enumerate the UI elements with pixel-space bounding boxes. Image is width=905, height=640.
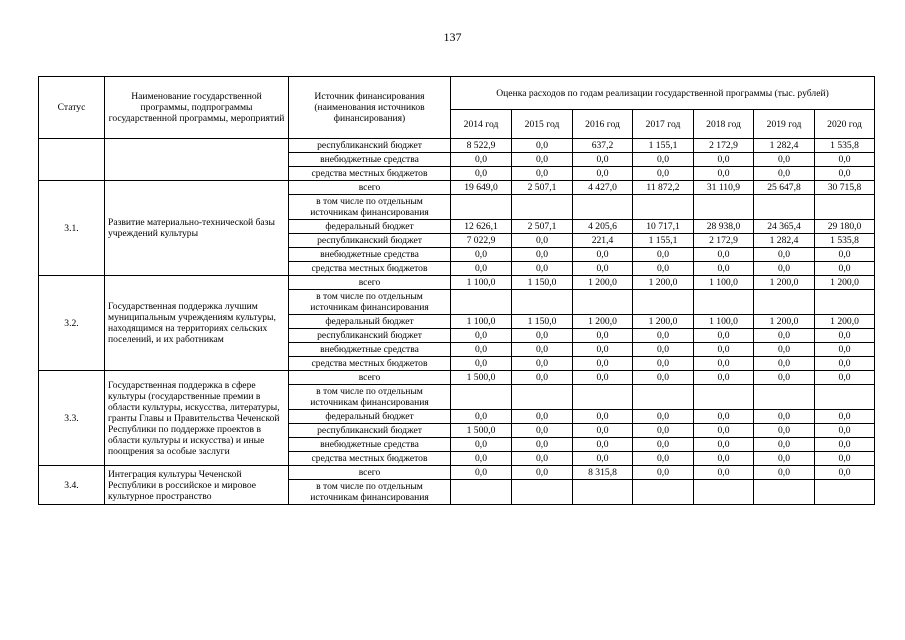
program-name-cell: Интеграция культуры Чеченской Республики в российское и мировое культурное пространство xyxy=(105,466,289,505)
value-cell: 0,0 xyxy=(694,438,754,452)
value-cell: 0,0 xyxy=(754,153,815,167)
value-cell: 0,0 xyxy=(815,357,875,371)
value-cell: 0,0 xyxy=(633,357,694,371)
value-cell: 0,0 xyxy=(451,466,512,480)
value-cell: 0,0 xyxy=(451,248,512,262)
value-cell: 0,0 xyxy=(573,410,633,424)
value-cell: 0,0 xyxy=(633,438,694,452)
value-cell xyxy=(512,290,573,315)
value-cell: 1 200,0 xyxy=(815,315,875,329)
value-cell: 0,0 xyxy=(815,262,875,276)
value-cell: 0,0 xyxy=(512,262,573,276)
value-cell: 0,0 xyxy=(573,343,633,357)
value-cell: 0,0 xyxy=(633,343,694,357)
value-cell xyxy=(451,385,512,410)
value-cell: 0,0 xyxy=(694,343,754,357)
value-cell: 0,0 xyxy=(815,153,875,167)
value-cell: 0,0 xyxy=(694,248,754,262)
value-cell: 0,0 xyxy=(633,466,694,480)
value-cell xyxy=(694,480,754,505)
value-cell: 1 100,0 xyxy=(694,276,754,290)
value-cell: 0,0 xyxy=(633,410,694,424)
funding-source-cell: республиканский бюджет xyxy=(289,329,451,343)
value-cell xyxy=(754,385,815,410)
value-cell: 0,0 xyxy=(815,466,875,480)
value-cell xyxy=(573,195,633,220)
value-cell: 0,0 xyxy=(573,262,633,276)
value-cell: 0,0 xyxy=(512,371,573,385)
table-row xyxy=(39,181,875,195)
value-cell xyxy=(633,195,694,220)
value-cell xyxy=(573,385,633,410)
value-cell: 0,0 xyxy=(815,248,875,262)
value-cell: 0,0 xyxy=(512,329,573,343)
funding-source-cell: внебюджетные средства xyxy=(289,343,451,357)
value-cell: 1 155,1 xyxy=(633,234,694,248)
value-cell: 0,0 xyxy=(633,167,694,181)
header-year: 2020 год xyxy=(815,110,875,139)
value-cell xyxy=(451,290,512,315)
value-cell: 4 427,0 xyxy=(573,181,633,195)
value-cell: 0,0 xyxy=(815,167,875,181)
value-cell: 0,0 xyxy=(633,329,694,343)
value-cell: 0,0 xyxy=(573,371,633,385)
value-cell: 30 715,8 xyxy=(815,181,875,195)
header-status: Статус xyxy=(39,77,105,139)
value-cell: 0,0 xyxy=(815,438,875,452)
funding-source-cell: республиканский бюджет xyxy=(289,234,451,248)
funding-source-cell: средства местных бюджетов xyxy=(289,262,451,276)
value-cell: 0,0 xyxy=(754,167,815,181)
value-cell: 0,0 xyxy=(694,371,754,385)
header-estimate: Оценка расходов по годам реализации государственной программы (тыс. рублей) xyxy=(451,77,875,110)
value-cell: 0,0 xyxy=(512,438,573,452)
header-year: 2018 год xyxy=(694,110,754,139)
value-cell: 0,0 xyxy=(815,452,875,466)
funding-source-cell: в том числе по отдельным источникам финансирования xyxy=(289,480,451,505)
header-year: 2014 год xyxy=(451,110,512,139)
value-cell: 0,0 xyxy=(694,329,754,343)
table-row xyxy=(39,371,875,385)
value-cell: 0,0 xyxy=(754,410,815,424)
value-cell: 1 100,0 xyxy=(451,315,512,329)
value-cell: 0,0 xyxy=(694,153,754,167)
value-cell: 0,0 xyxy=(754,357,815,371)
value-cell: 24 365,4 xyxy=(754,220,815,234)
value-cell: 7 022,9 xyxy=(451,234,512,248)
value-cell: 0,0 xyxy=(512,248,573,262)
header-source: Источник финансирования (наименования источников финансирования) xyxy=(289,77,451,139)
header-name: Наименование государственной программы, подпрограммы государственной программы, мероприятий xyxy=(105,77,289,139)
funding-source-cell: республиканский бюджет xyxy=(289,424,451,438)
value-cell xyxy=(815,480,875,505)
value-cell: 1 535,8 xyxy=(815,139,875,153)
value-cell xyxy=(754,290,815,315)
value-cell: 0,0 xyxy=(512,234,573,248)
value-cell: 8 315,8 xyxy=(573,466,633,480)
value-cell: 637,2 xyxy=(573,139,633,153)
value-cell: 0,0 xyxy=(633,153,694,167)
value-cell: 12 626,1 xyxy=(451,220,512,234)
table-row xyxy=(39,276,875,290)
value-cell: 0,0 xyxy=(512,357,573,371)
value-cell: 0,0 xyxy=(512,343,573,357)
value-cell: 0,0 xyxy=(633,452,694,466)
value-cell: 0,0 xyxy=(754,424,815,438)
value-cell: 0,0 xyxy=(694,410,754,424)
funding-source-cell: всего xyxy=(289,181,451,195)
value-cell: 0,0 xyxy=(694,357,754,371)
value-cell: 1 200,0 xyxy=(633,276,694,290)
value-cell: 2 507,1 xyxy=(512,181,573,195)
status-cell: 3.3. xyxy=(39,371,105,466)
header-year: 2016 год xyxy=(573,110,633,139)
value-cell: 2 172,9 xyxy=(694,234,754,248)
status-cell xyxy=(39,139,105,181)
value-cell: 0,0 xyxy=(754,343,815,357)
value-cell: 0,0 xyxy=(573,248,633,262)
value-cell: 1 200,0 xyxy=(754,276,815,290)
funding-source-cell: средства местных бюджетов xyxy=(289,452,451,466)
value-cell: 0,0 xyxy=(694,466,754,480)
funding-source-cell: внебюджетные средства xyxy=(289,248,451,262)
status-cell: 3.2. xyxy=(39,276,105,371)
value-cell xyxy=(451,480,512,505)
value-cell: 1 200,0 xyxy=(754,315,815,329)
value-cell xyxy=(815,195,875,220)
value-cell: 0,0 xyxy=(512,139,573,153)
value-cell xyxy=(573,480,633,505)
value-cell: 1 500,0 xyxy=(451,424,512,438)
value-cell: 0,0 xyxy=(573,424,633,438)
value-cell: 0,0 xyxy=(451,167,512,181)
value-cell: 0,0 xyxy=(815,371,875,385)
funding-source-cell: федеральный бюджет xyxy=(289,410,451,424)
page-number: 137 xyxy=(443,30,462,44)
value-cell: 0,0 xyxy=(815,410,875,424)
funding-source-cell: всего xyxy=(289,466,451,480)
value-cell: 0,0 xyxy=(573,167,633,181)
funding-source-cell: федеральный бюджет xyxy=(289,315,451,329)
value-cell: 1 500,0 xyxy=(451,371,512,385)
value-cell: 1 200,0 xyxy=(573,276,633,290)
value-cell: 0,0 xyxy=(451,329,512,343)
value-cell xyxy=(754,195,815,220)
value-cell: 0,0 xyxy=(512,452,573,466)
value-cell: 0,0 xyxy=(633,262,694,276)
value-cell xyxy=(512,480,573,505)
funding-source-cell: всего xyxy=(289,371,451,385)
funding-source-cell: средства местных бюджетов xyxy=(289,357,451,371)
program-name-cell: Развитие материально-технической базы учреждений культуры xyxy=(105,181,289,276)
value-cell: 1 150,0 xyxy=(512,315,573,329)
value-cell xyxy=(451,195,512,220)
value-cell: 1 150,0 xyxy=(512,276,573,290)
value-cell: 2 507,1 xyxy=(512,220,573,234)
value-cell: 1 282,4 xyxy=(754,234,815,248)
value-cell: 1 200,0 xyxy=(633,315,694,329)
value-cell: 1 282,4 xyxy=(754,139,815,153)
budget-table xyxy=(38,76,875,505)
value-cell: 2 172,9 xyxy=(694,139,754,153)
value-cell: 0,0 xyxy=(573,452,633,466)
value-cell: 0,0 xyxy=(694,167,754,181)
table-body xyxy=(39,139,875,505)
value-cell xyxy=(573,290,633,315)
status-cell: 3.4. xyxy=(39,466,105,505)
value-cell: 11 872,2 xyxy=(633,181,694,195)
value-cell: 0,0 xyxy=(633,371,694,385)
value-cell: 0,0 xyxy=(512,424,573,438)
value-cell: 1 155,1 xyxy=(633,139,694,153)
header-year: 2019 год xyxy=(754,110,815,139)
value-cell: 0,0 xyxy=(754,452,815,466)
value-cell: 0,0 xyxy=(694,262,754,276)
status-cell: 3.1. xyxy=(39,181,105,276)
funding-source-cell: в том числе по отдельным источникам финансирования xyxy=(289,290,451,315)
funding-source-cell: средства местных бюджетов xyxy=(289,167,451,181)
funding-source-cell: в том числе по отдельным источникам финансирования xyxy=(289,195,451,220)
value-cell: 25 647,8 xyxy=(754,181,815,195)
value-cell: 0,0 xyxy=(451,262,512,276)
funding-source-cell: федеральный бюджет xyxy=(289,220,451,234)
value-cell xyxy=(815,290,875,315)
value-cell: 0,0 xyxy=(633,248,694,262)
value-cell: 0,0 xyxy=(512,167,573,181)
value-cell: 28 938,0 xyxy=(694,220,754,234)
value-cell xyxy=(694,195,754,220)
value-cell: 0,0 xyxy=(573,329,633,343)
value-cell: 0,0 xyxy=(451,438,512,452)
funding-source-cell: внебюджетные средства xyxy=(289,438,451,452)
value-cell: 0,0 xyxy=(754,329,815,343)
value-cell: 0,0 xyxy=(754,262,815,276)
value-cell: 1 535,8 xyxy=(815,234,875,248)
value-cell: 0,0 xyxy=(512,410,573,424)
value-cell: 0,0 xyxy=(451,452,512,466)
value-cell xyxy=(512,385,573,410)
value-cell: 29 180,0 xyxy=(815,220,875,234)
value-cell xyxy=(633,385,694,410)
value-cell: 221,4 xyxy=(573,234,633,248)
value-cell: 0,0 xyxy=(754,371,815,385)
value-cell: 0,0 xyxy=(512,153,573,167)
value-cell: 4 205,6 xyxy=(573,220,633,234)
value-cell: 0,0 xyxy=(815,424,875,438)
value-cell: 10 717,1 xyxy=(633,220,694,234)
value-cell: 1 200,0 xyxy=(573,315,633,329)
funding-source-cell: внебюджетные средства xyxy=(289,153,451,167)
value-cell xyxy=(633,480,694,505)
value-cell: 0,0 xyxy=(573,357,633,371)
value-cell: 1 100,0 xyxy=(451,276,512,290)
value-cell: 0,0 xyxy=(573,153,633,167)
value-cell xyxy=(694,385,754,410)
value-cell: 0,0 xyxy=(754,466,815,480)
value-cell: 31 110,9 xyxy=(694,181,754,195)
funding-source-cell: всего xyxy=(289,276,451,290)
value-cell: 0,0 xyxy=(451,357,512,371)
value-cell: 0,0 xyxy=(451,343,512,357)
table-row xyxy=(39,139,875,153)
program-name-cell: Государственная поддержка в сфере культуры (государственные премии в области культуры, искусства, литературы, гранты Главы и Правительства Чеченской Республики по поддержке проектов в области культуры и искусства) и иные поощрения за особые заслуги xyxy=(105,371,289,466)
value-cell: 0,0 xyxy=(754,438,815,452)
value-cell: 0,0 xyxy=(451,153,512,167)
table-row xyxy=(39,466,875,480)
value-cell xyxy=(815,385,875,410)
value-cell: 0,0 xyxy=(694,452,754,466)
value-cell xyxy=(694,290,754,315)
value-cell: 0,0 xyxy=(694,424,754,438)
value-cell: 0,0 xyxy=(815,329,875,343)
value-cell: 8 522,9 xyxy=(451,139,512,153)
value-cell: 19 649,0 xyxy=(451,181,512,195)
program-name-cell xyxy=(105,139,289,181)
value-cell: 0,0 xyxy=(451,410,512,424)
value-cell: 0,0 xyxy=(754,248,815,262)
value-cell: 0,0 xyxy=(573,438,633,452)
funding-source-cell: республиканский бюджет xyxy=(289,139,451,153)
value-cell xyxy=(754,480,815,505)
value-cell: 0,0 xyxy=(512,466,573,480)
value-cell xyxy=(633,290,694,315)
header-year: 2017 год xyxy=(633,110,694,139)
value-cell: 0,0 xyxy=(633,424,694,438)
value-cell: 0,0 xyxy=(815,343,875,357)
value-cell: 1 100,0 xyxy=(694,315,754,329)
funding-source-cell: в том числе по отдельным источникам финансирования xyxy=(289,385,451,410)
program-name-cell: Государственная поддержка лучшим муниципальным учреждениям культуры, находящимся на территориях сельских поселений, и их работникам xyxy=(105,276,289,371)
value-cell: 1 200,0 xyxy=(815,276,875,290)
header-year: 2015 год xyxy=(512,110,573,139)
value-cell xyxy=(512,195,573,220)
